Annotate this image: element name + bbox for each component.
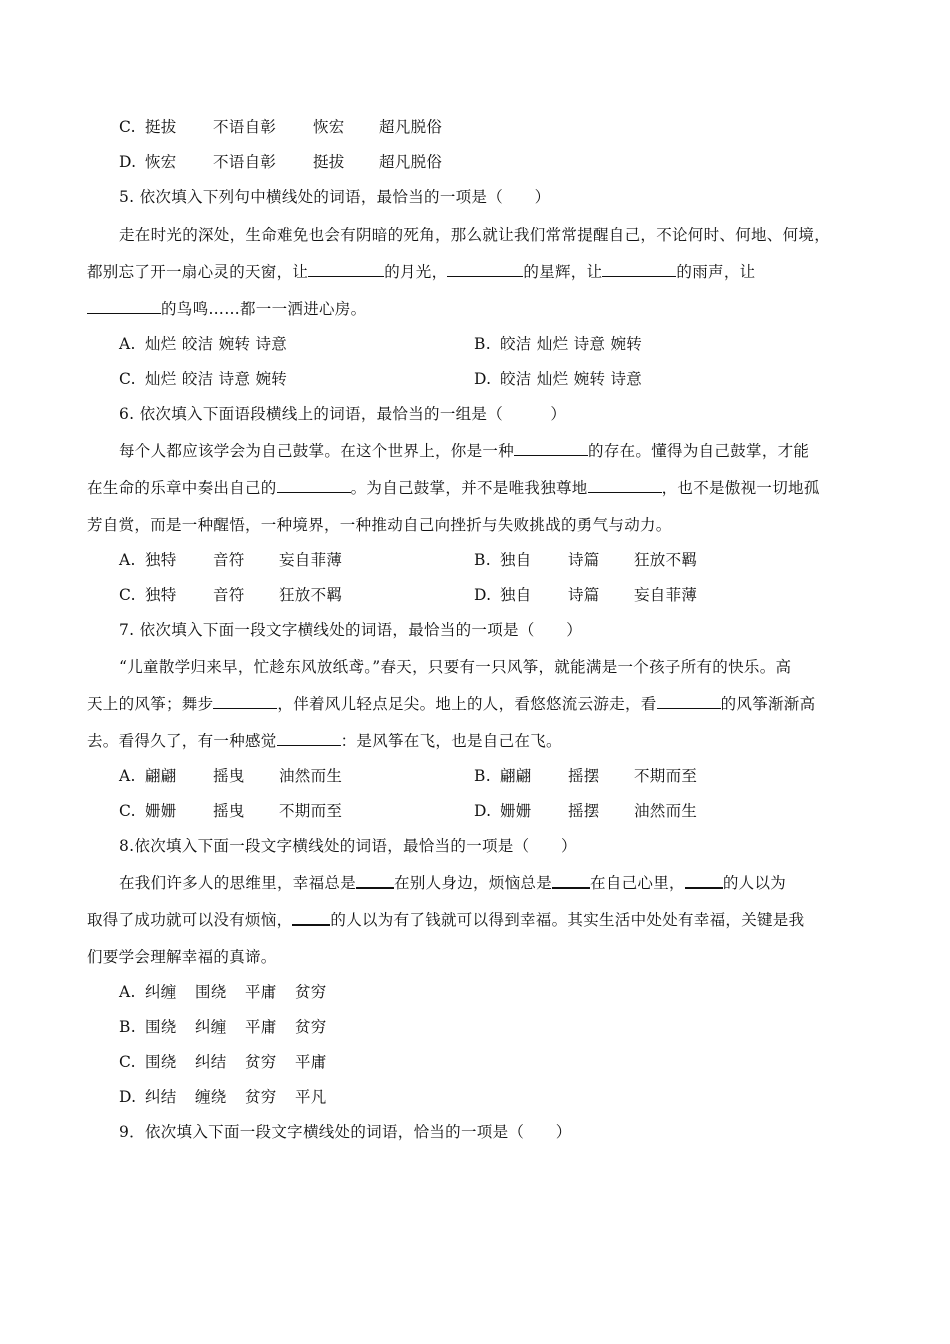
option-word: 贫穷 [295,983,327,1001]
q7-option-b [474,765,697,787]
option-word: 平庸 [245,1018,277,1036]
option-word: 恢宏 [145,153,177,171]
blank-line [308,261,384,277]
option-letter: D. [119,153,137,171]
option-word: 围绕 [145,1018,177,1036]
blank-line [447,261,523,277]
q5-option-a [119,333,287,355]
option-word: 摇曳 [213,767,245,785]
passage-text: 的雨声，让 [676,263,756,281]
option-text: 灿烂 皎洁 婉转 诗意 [145,335,288,353]
q6-passage-line-2 [87,477,820,499]
passage-text: 的鸟鸣……都一一洒进心房。 [161,300,367,318]
passage-text: 在别人身边，烦恼总是 [394,874,553,892]
q6-option-b [474,549,697,571]
passage-text: 都别忘了开一扇心灵的天窗，让 [87,263,309,281]
option-text: 皎洁 灿烂 诗意 婉转 [500,335,643,353]
passage-text: 的星辉，让 [523,263,603,281]
q6-stem: 6. 依次填入下面语段横线上的词语，最恰当的一组是（ ） [119,405,567,423]
passage-text: 在自己心里， [590,874,685,892]
passage-text: 天上的风筝；舞步 [87,695,214,713]
q6-passage-line-3: 芳自赏，而是一种醒悟，一种境界，一种推动自己向挫折与失败挑战的勇气与动力。 [87,516,672,534]
passage-text: 在生命的乐章中奏出自己的 [87,479,277,497]
passage-text: 的存在。懂得为自己鼓掌，才能 [588,442,810,460]
q5-passage-line-2 [87,261,755,283]
option-word: 姗姗 [145,802,177,820]
q8-passage-line-2 [87,909,804,931]
passage-text: 的人以为有了钱就可以得到幸福。其实生活中处处有幸福，关键是我 [330,911,805,929]
blank-line [552,872,590,889]
q8-option-c [119,1051,327,1073]
option-word: 翩翩 [145,767,177,785]
q7-option-c [119,800,342,822]
blank-line [588,477,662,493]
option-word: 狂放不羁 [634,551,698,569]
option-word: 纠结 [145,1088,177,1106]
option-word: 围绕 [145,1053,177,1071]
blank-line [213,693,277,709]
blank-line [356,872,394,889]
option-word: 纠缠 [195,1018,227,1036]
passage-text: 每个人都应该学会为自己鼓掌。在这个世界上，你是一种 [119,442,515,460]
option-letter: B. [474,551,491,569]
q5-option-b [474,333,642,355]
option-letter: D. [474,802,492,820]
option-letter: B. [474,335,491,353]
option-letter: D. [119,1088,137,1106]
option-word: 诗篇 [568,551,600,569]
q4-option-c [119,116,442,138]
passage-text: 的风筝渐渐高 [720,695,816,713]
passage-text: 的人以为 [722,874,787,892]
blank-line [514,440,588,456]
option-word: 挺拔 [145,118,177,136]
option-letter: D. [474,370,492,388]
option-word: 平庸 [295,1053,327,1071]
option-word: 纠结 [195,1053,227,1071]
q6-option-c [119,584,342,606]
option-word: 超凡脱俗 [379,118,443,136]
blank-line [685,872,723,889]
option-word: 诗篇 [568,586,600,604]
option-word: 平庸 [245,983,277,1001]
q7-passage-line-2 [87,693,815,715]
q8-passage-line-1 [119,872,786,894]
blank-line [277,730,341,746]
passage-text: ，也不是傲视一切地孤 [661,479,820,497]
passage-text: 。为自己鼓掌，并不是唯我独尊地 [350,479,588,497]
q5-passage-line-3 [87,298,366,320]
option-letter: A. [119,551,136,569]
option-word: 贫穷 [245,1053,277,1071]
option-word: 不期而至 [279,802,343,820]
q5-option-d [474,368,642,390]
passage-text: 的月光， [384,263,448,281]
q9-stem: 9．依次填入下面一段文字横线处的词语，恰当的一项是（ ） [119,1123,572,1141]
option-letter: C. [119,370,136,388]
option-word: 音符 [213,586,245,604]
option-word: 妄自菲薄 [279,551,343,569]
q7-passage-line-3 [87,730,562,752]
option-word: 摇曳 [213,802,245,820]
option-word: 恢宏 [313,118,345,136]
option-word: 贫穷 [245,1088,277,1106]
option-letter: B. [474,767,491,785]
blank-line [87,298,161,314]
blank-line [277,477,351,493]
option-letter: C. [119,586,136,604]
option-word: 狂放不羁 [279,586,343,604]
option-word: 不语自彰 [213,153,277,171]
option-word: 平凡 [295,1088,327,1106]
q8-stem: 8.依次填入下面一段文字横线处的词语，最恰当的一项是（ ） [119,837,577,855]
passage-text: 取得了成功就可以没有烦恼， [87,911,293,929]
option-word: 独自 [500,586,532,604]
passage-text: ：是风筝在飞，也是自己在飞。 [340,732,562,750]
option-word: 不语自彰 [213,118,277,136]
option-letter: C. [119,802,136,820]
passage-text: 去。看得久了，有一种感觉 [87,732,277,750]
q7-option-a [119,765,342,787]
q5-stem: 5. 依次填入下列句中横线处的词语，最恰当的一项是（ ） [119,188,551,206]
q8-option-a [119,981,327,1003]
q6-option-d [474,584,697,606]
option-word: 翩翩 [500,767,532,785]
option-word: 挺拔 [313,153,345,171]
option-word: 独特 [145,551,177,569]
option-letter: A. [119,983,136,1001]
q7-passage-line-1: “儿童散学归来早，忙趁东风放纸鸢。”春天，只要有一只风筝，就能满是一个孩子所有的快乐。高 [119,658,792,676]
option-word: 不期而至 [634,767,698,785]
option-text: 灿烂 皎洁 诗意 婉转 [145,370,288,388]
q7-option-d [474,800,697,822]
option-word: 摇摆 [568,802,600,820]
passage-text: ，伴着风儿轻点足尖。地上的人，看悠悠流云游走，看 [277,695,657,713]
q8-passage-line-3: 们要学会理解幸福的真谛。 [87,948,277,966]
option-word: 摇摆 [568,767,600,785]
option-word: 贫穷 [295,1018,327,1036]
option-text: 皎洁 灿烂 婉转 诗意 [500,370,643,388]
option-letter: A. [119,335,136,353]
q4-option-d [119,151,442,173]
passage-text: 在我们许多人的思维里，幸福总是 [119,874,357,892]
option-word: 妄自菲薄 [634,586,698,604]
option-letter: C. [119,118,136,136]
q8-option-b [119,1016,327,1038]
option-word: 姗姗 [500,802,532,820]
q5-passage-line-1: 走在时光的深处，生命难免也会有阴暗的死角，那么就让我们常常提醒自己，不论何时、何地、何境， [119,226,831,244]
q6-passage-line-1 [119,440,809,462]
option-letter: B. [119,1018,136,1036]
option-letter: A. [119,767,136,785]
option-word: 油然而生 [634,802,698,820]
option-word: 超凡脱俗 [379,153,443,171]
option-word: 缠绕 [195,1088,227,1106]
option-letter: D. [474,586,492,604]
option-word: 音符 [213,551,245,569]
option-letter: C. [119,1053,136,1071]
option-word: 油然而生 [279,767,343,785]
option-word: 独特 [145,586,177,604]
option-word: 围绕 [195,983,227,1001]
option-word: 独自 [500,551,532,569]
q5-option-c [119,368,287,390]
q8-option-d [119,1086,327,1108]
blank-line [657,693,721,709]
q6-option-a [119,549,342,571]
blank-line [292,909,330,926]
option-word: 纠缠 [145,983,177,1001]
blank-line [602,261,676,277]
q7-stem: 7. 依次填入下面一段文字横线处的词语，最恰当的一项是（ ） [119,621,583,639]
